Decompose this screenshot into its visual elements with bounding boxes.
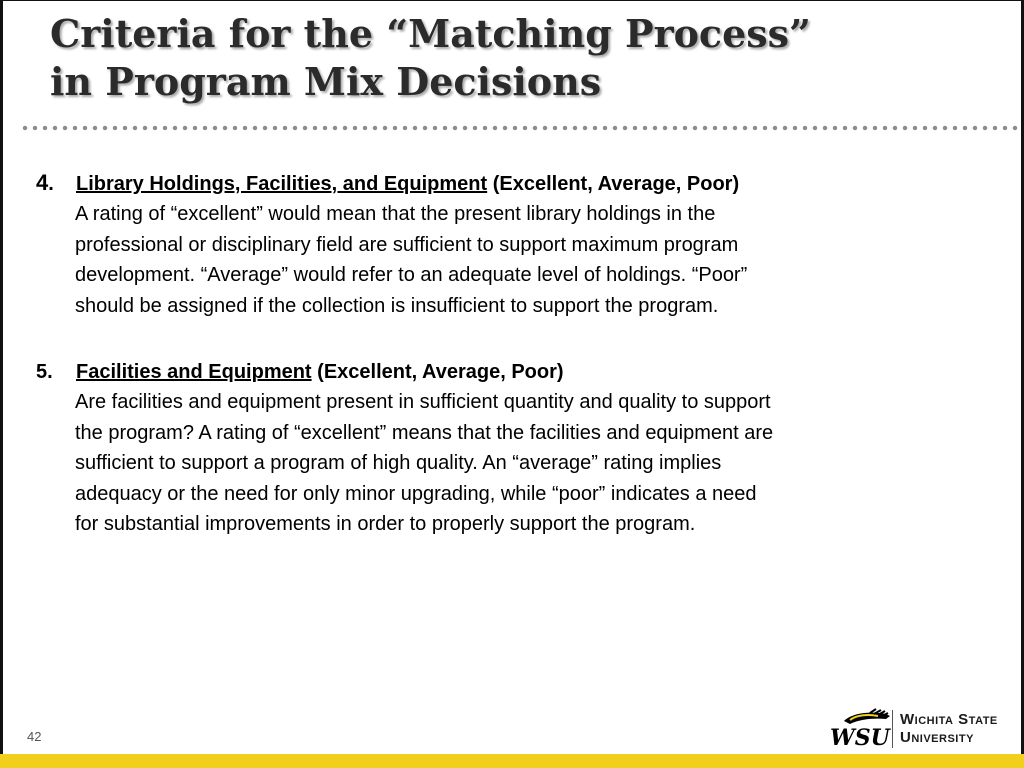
description-line: professional or disciplinary field are sufficient to support maximum program [75, 233, 739, 256]
description-line: sufficient to support a program of high quality. An “average” rating implies [75, 452, 722, 474]
description-line: adequacy or the need for only minor upgrading, while “poor” indicates a need [75, 482, 757, 505]
criterion-number [36, 168, 76, 199]
logo-lettering: WSU [830, 725, 890, 751]
criterion-title: Facilities and Equipment [76, 361, 312, 383]
criterion-rating-scale: (Excellent, Average, Poor) [317, 361, 564, 383]
criterion-heading [36, 168, 996, 199]
criterion-number: 5. [36, 361, 53, 383]
university-name-line-1: Wichita State [900, 711, 998, 728]
criterion-number-suffix: . [48, 173, 54, 195]
description-line: development. “Average” would refer to an adequate level of holdings. “Poor” [75, 264, 748, 286]
slide-title [50, 10, 990, 106]
dotted-divider [20, 124, 1022, 132]
description-line: should be assigned if the collection is insufficient to support the program. [75, 294, 719, 317]
criterion-item-4 [36, 168, 996, 321]
criterion-item-5 [36, 357, 996, 540]
slide-title-line-2: in Program Mix Decisions [50, 59, 602, 104]
criterion-rating-scale: (Excellent, Average, Poor) [492, 173, 740, 195]
criterion-title: Library Holdings, Facilities, and Equipment [76, 173, 488, 195]
description-line: Are facilities and equipment present in sufficient quantity and quality to support [75, 391, 771, 413]
page-number: 42 [27, 729, 42, 744]
slide-title-line-1: Criteria for the “Matching Process” [50, 11, 811, 56]
university-name [900, 711, 998, 747]
description-line: the program? A rating of “excellent” means that the facilities and equipment are [75, 421, 774, 444]
university-name-line-2: University [900, 729, 974, 746]
criterion-number-digit: 4 [36, 170, 49, 195]
criterion-description [75, 199, 985, 321]
logo-divider [892, 710, 893, 748]
criterion-heading [36, 357, 996, 387]
criterion-description [75, 387, 985, 540]
footer-accent-bar [0, 754, 1024, 768]
description-line: for substantial improvements in order to properly support the program. [75, 513, 696, 535]
description-line: A rating of “excellent” would mean that the present library holdings in the [75, 203, 716, 225]
